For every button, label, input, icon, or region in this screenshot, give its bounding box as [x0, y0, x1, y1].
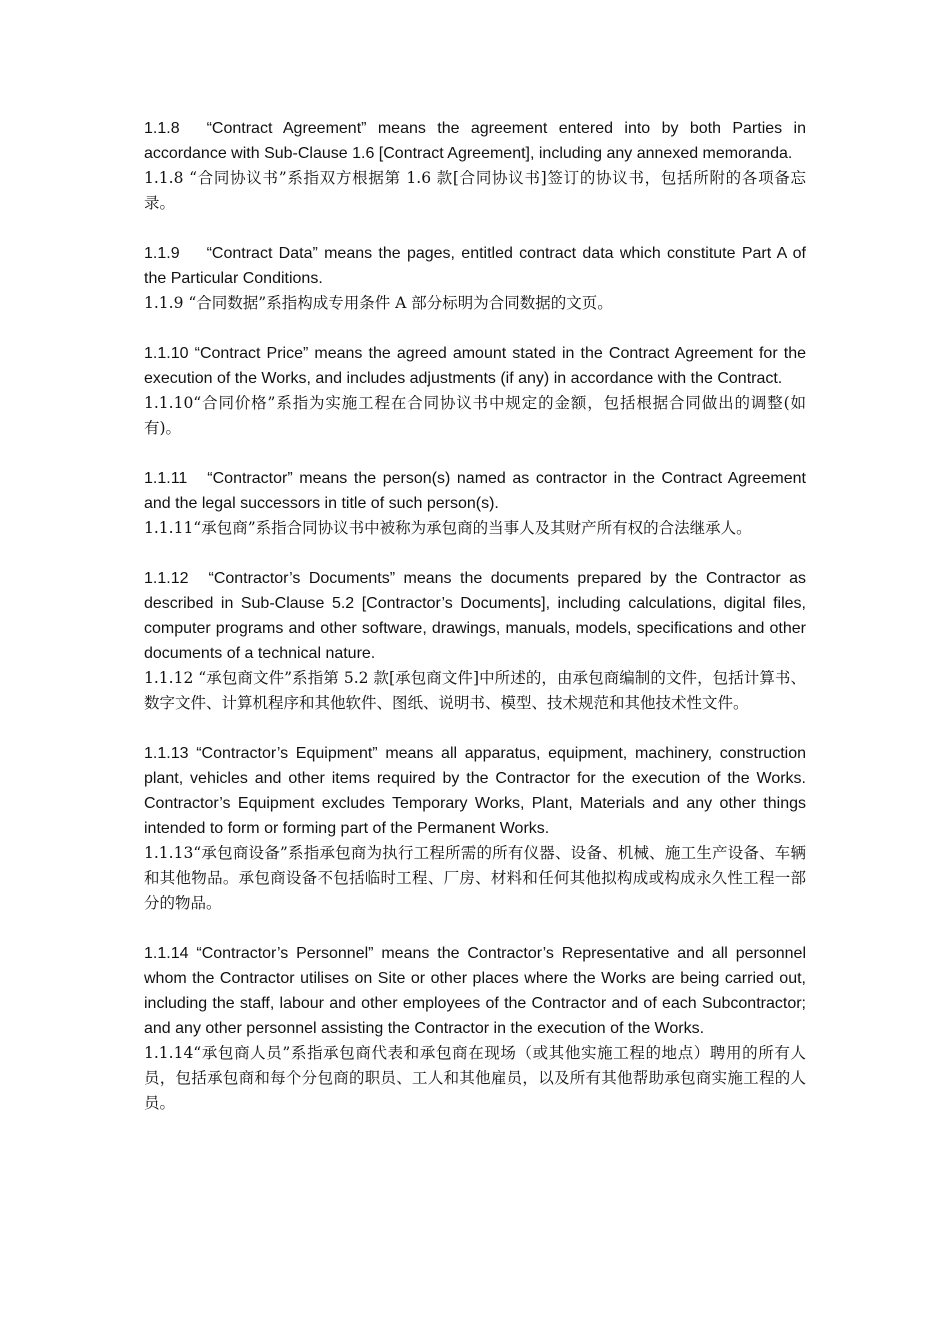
- clause-english-text: [144, 466, 806, 516]
- clause-chinese-text: 1.1.11“承包商”系指合同协议书中被称为承包商的当事人及其财产所有权的合法继承人。: [144, 519, 752, 537]
- clause-chinese-text: 1.1.9 “合同数据”系指构成专用条件 A 部分标明为合同数据的文页。: [144, 294, 613, 312]
- clause-1-1-11: [144, 466, 806, 541]
- clause-definition: “Contractor’s Personnel” means the Contractor’s Representative and all personnel whom the Contractor utilises on Site or other places where the Works are being carried out, including the staff, labour and other employees of the Contractor and of each Subcontractor; and any other personnel assisting the Contractor in the execution of the Works.: [144, 945, 806, 1037]
- clause-1-1-14: [144, 941, 806, 1116]
- document-body: [144, 116, 806, 1141]
- clause-definition: “Contractor” means the person(s) named as contractor in the Contract Agreement and the legal successors in title of such person(s).: [144, 470, 806, 512]
- clause-number: 1.1.12: [144, 570, 189, 587]
- clause-number: 1.1.10: [144, 345, 189, 362]
- clause-english-text: [144, 741, 806, 841]
- clause-number: 1.1.9: [144, 245, 180, 262]
- clause-english-text: [144, 941, 806, 1041]
- clause-chinese-text: 1.1.8 “合同协议书”系指双方根据第 1.6 款[合同协议书]签订的协议书，包括所附的各项备忘录。: [144, 169, 806, 212]
- clause-number: 1.1.11: [144, 470, 188, 487]
- clause-definition: “Contract Agreement” means the agreement entered into by both Parties in accordance with Sub-Clause 1.6 [Contract Agreement], including any annexed memoranda.: [144, 120, 806, 162]
- clause-definition: “Contractor’s Documents” means the documents prepared by the Contractor as described in Sub-Clause 5.2 [Contractor’s Documents], including calculations, digital files, computer programs and other software, drawings, manuals, models, specifications and other documents of a technical nature.: [144, 570, 806, 662]
- clause-chinese-text: 1.1.12 “承包商文件”系指第 5.2 款[承包商文件]中所述的，由承包商编制的文件，包括计算书、数字文件、计算机程序和其他软件、图纸、说明书、模型、技术规范和其他技术性文件。: [144, 669, 806, 712]
- clause-english-text: [144, 341, 806, 391]
- clause-english-text: [144, 116, 806, 166]
- clause-definition: “Contractor’s Equipment” means all apparatus, equipment, machinery, construction plant, vehicles and other items required by the Contractor for the execution of the Works. Contractor’s Equipment excludes Temporary Works, Plant, Materials and any other things intended to form or forming part of the Permanent Works.: [144, 745, 807, 837]
- clause-definition: “Contract Data” means the pages, entitled contract data which constitute Part A of the Particular Conditions.: [144, 245, 806, 287]
- clause-1-1-13: [144, 741, 806, 916]
- clause-chinese-text: 1.1.10“合同价格”系指为实施工程在合同协议书中规定的金额，包括根据合同做出的调整(如有)。: [144, 394, 806, 437]
- clause-1-1-8: [144, 116, 806, 216]
- clause-english-text: [144, 241, 806, 291]
- clause-1-1-9: [144, 241, 806, 316]
- clause-number: 1.1.14: [144, 945, 189, 962]
- clause-number: 1.1.13: [144, 745, 189, 762]
- clause-chinese-text: 1.1.14“承包商人员”系指承包商代表和承包商在现场（或其他实施工程的地点）聘用的所有人员，包括承包商和每个分包商的职员、工人和其他雇员，以及所有其他帮助承包商实施工程的人员。: [144, 1044, 806, 1112]
- clause-english-text: [144, 566, 806, 666]
- clause-1-1-10: [144, 341, 806, 441]
- clause-1-1-12: [144, 566, 806, 716]
- clause-chinese-text: 1.1.13“承包商设备”系指承包商为执行工程所需的所有仪器、设备、机械、施工生产设备、车辆和其他物品。承包商设备不包括临时工程、厂房、材料和任何其他拟构成或构成永久性工程一部分的物品。: [144, 844, 806, 912]
- clause-definition: “Contract Price” means the agreed amount stated in the Contract Agreement for the execution of the Works, and includes adjustments (if any) in accordance with the Contract.: [144, 345, 807, 387]
- clause-number: 1.1.8: [144, 120, 180, 137]
